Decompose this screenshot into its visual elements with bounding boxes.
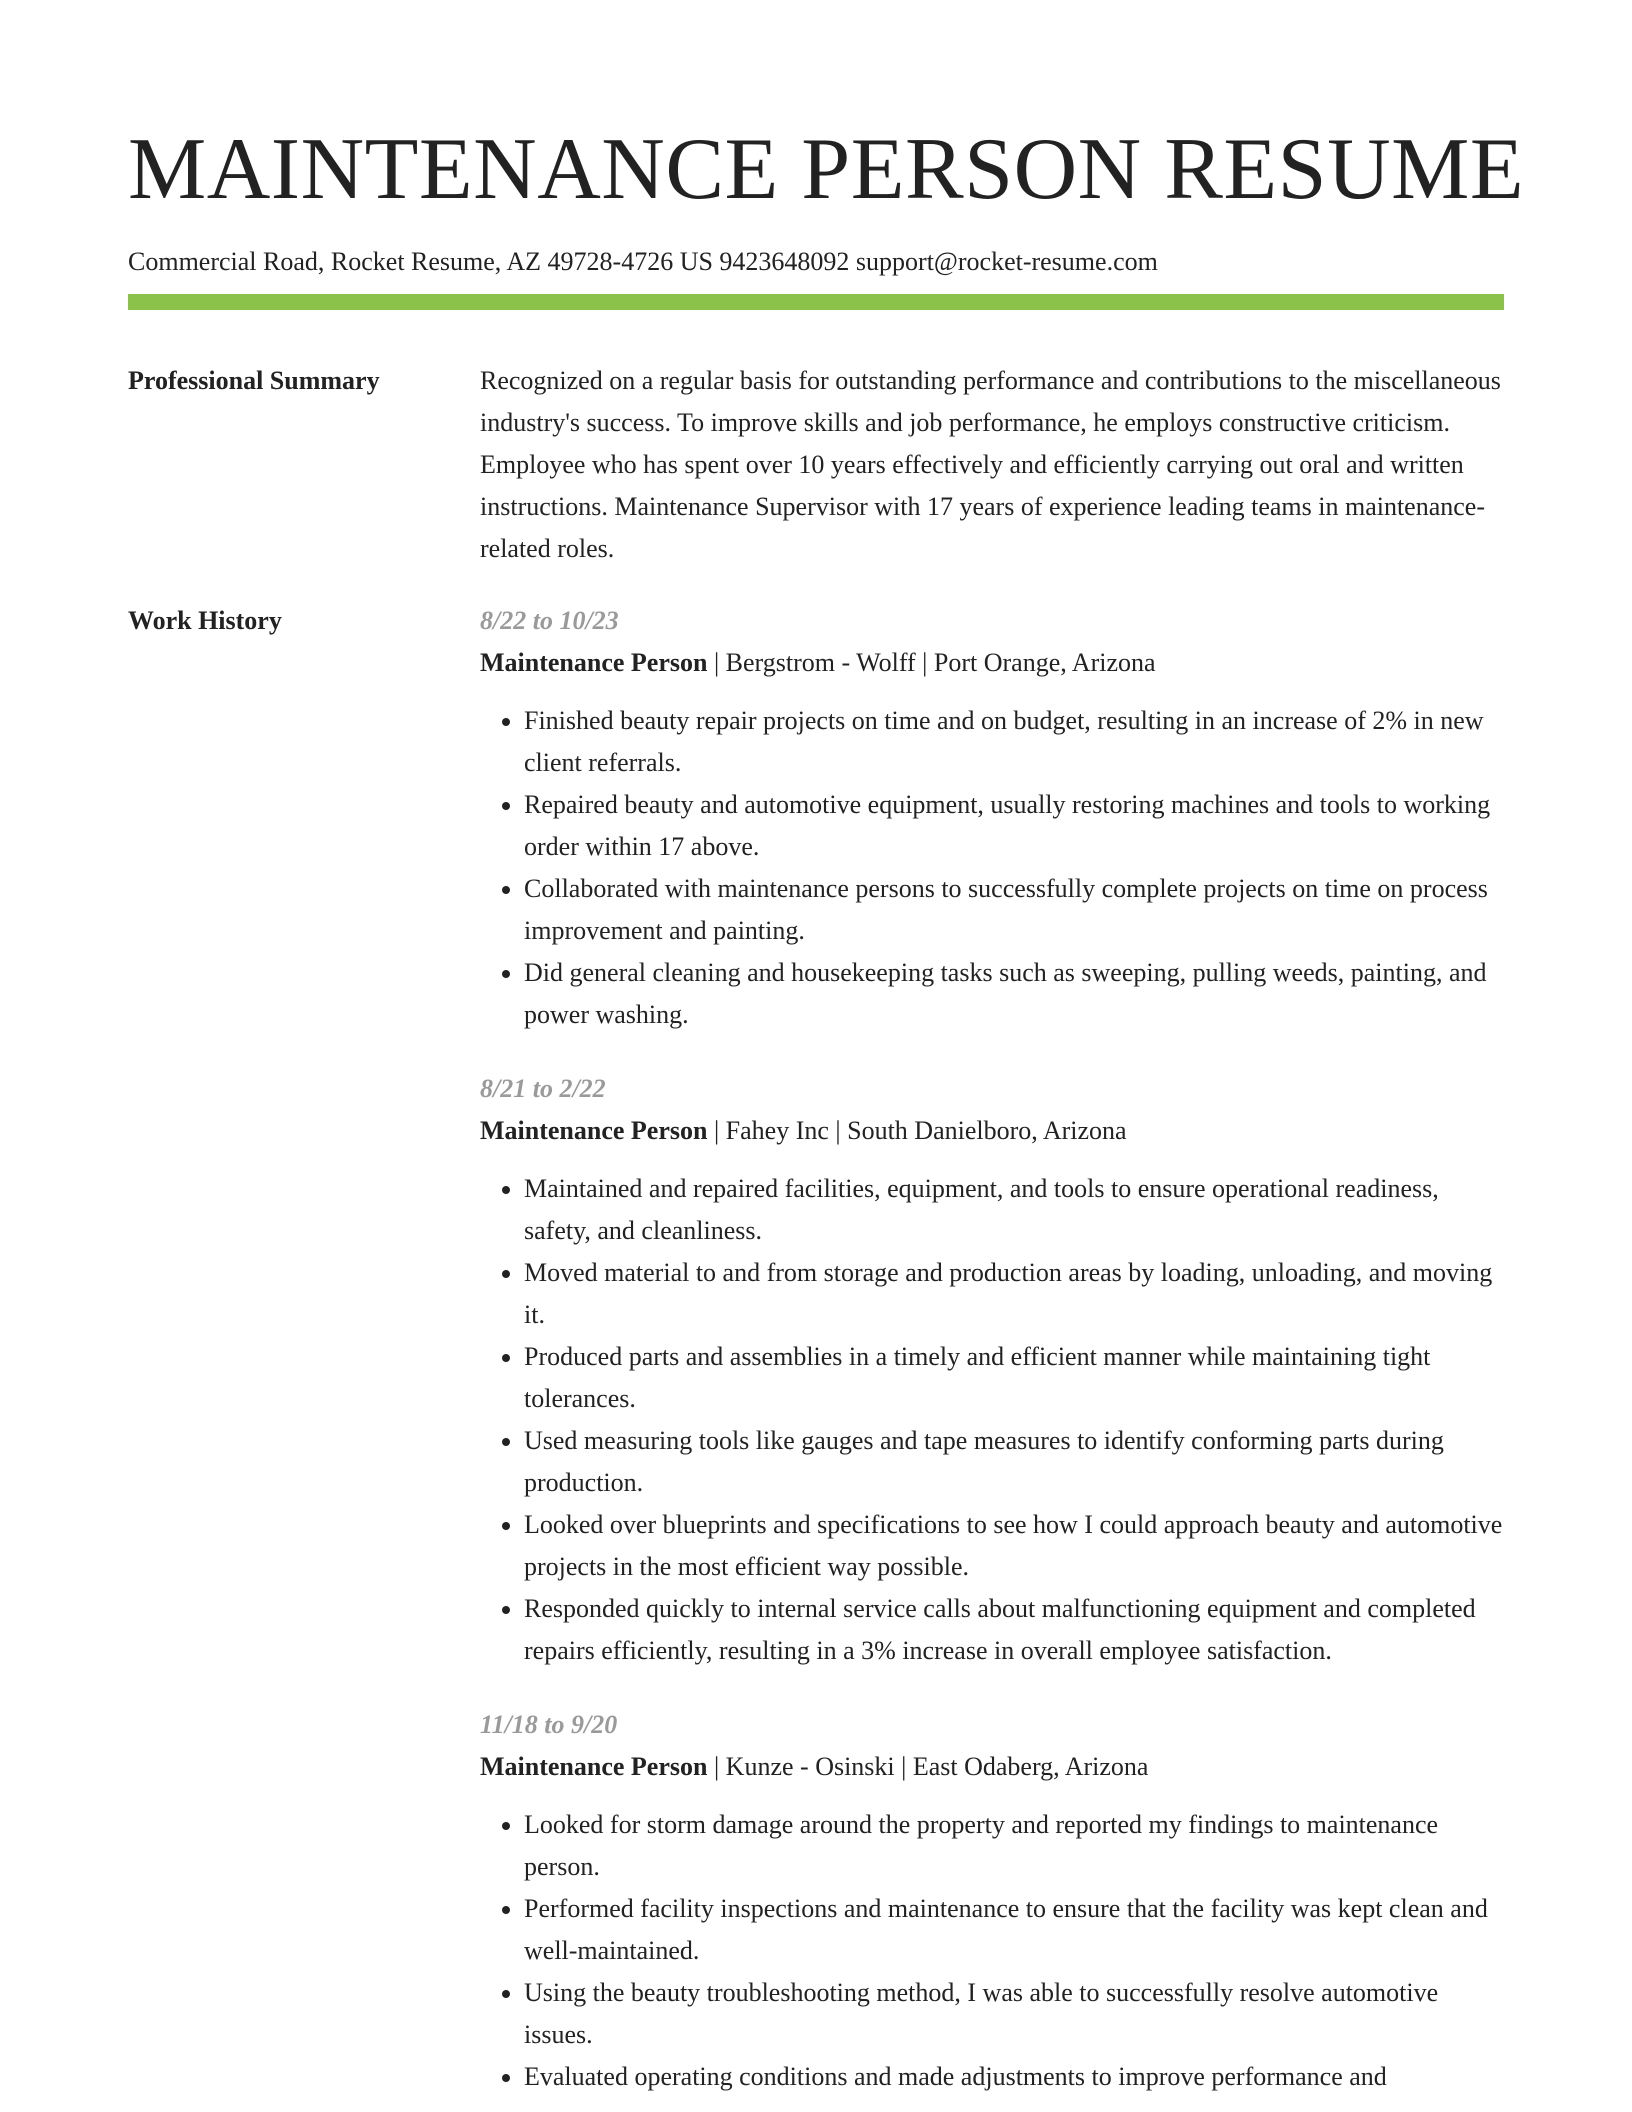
summary-text: Recognized on a regular basis for outstanding performance and contributions to the miscellaneous industry's success. To improve skills and job performance, he employs constructive criticism. Employee who has spent over 10 years effectively and efficiently carrying out oral and written instructions. Maintenance Supervisor with 17 years of experience leading teams in maintenance-related roles.	[480, 366, 1501, 563]
job-bullet: • Repaired beauty and automotive equipment, usually restoring machines and tools to working order within 17 above.	[524, 784, 1504, 868]
job-title: Maintenance Person	[480, 1116, 708, 1145]
job-bullet: • Used measuring tools like gauges and tape measures to identify conforming parts during production.	[524, 1420, 1504, 1504]
job-bullet-list	[480, 700, 1504, 1036]
job-heading	[480, 1110, 1504, 1152]
job-details: | Bergstrom - Wolff | Port Orange, Arizona	[707, 648, 1156, 677]
job-bullet: • Looked over blueprints and specifications to see how I could approach beauty and automotive projects in the most efficient way possible.	[524, 1504, 1504, 1588]
work-history-section	[128, 600, 1504, 2098]
header-accent-rule	[128, 294, 1504, 310]
professional-summary-section	[128, 360, 1504, 570]
job-bullet-list	[480, 1168, 1504, 1672]
job-bullet: • Performed facility inspections and maintenance to ensure that the facility was kept clean and well-maintained.	[524, 1888, 1504, 1972]
job-bullet: • Maintained and repaired facilities, equipment, and tools to ensure operational readiness, safety, and cleanliness.	[524, 1168, 1504, 1252]
job-bullet: • Collaborated with maintenance persons to successfully complete projects on time on process improvement and painting.	[524, 868, 1504, 952]
job-dates: 8/22 to 10/23	[480, 606, 619, 635]
job-bullet: • Finished beauty repair projects on time and on budget, resulting in an increase of 2% in new client referrals.	[524, 700, 1504, 784]
job-dates: 8/21 to 2/22	[480, 1074, 606, 1103]
job-bullet: • Responded quickly to internal service calls about malfunctioning equipment and completed repairs efficiently, resulting in a 3% increase in overall employee satisfaction.	[524, 1588, 1504, 1672]
job-bullet: • Did general cleaning and housekeeping tasks such as sweeping, pulling weeds, painting, and power washing.	[524, 952, 1504, 1036]
job-entry	[480, 1704, 1504, 2098]
job-bullet: • Evaluated operating conditions and made adjustments to improve performance and	[524, 2056, 1504, 2098]
job-bullet: • Using the beauty troubleshooting method, I was able to successfully resolve automotive issues.	[524, 1972, 1504, 2056]
job-title: Maintenance Person	[480, 648, 708, 677]
job-entry	[480, 600, 1504, 1036]
resume-title: MAINTENANCE PERSON RESUME	[128, 121, 1525, 218]
job-bullet: • Produced parts and assemblies in a timely and efficient manner while maintaining tight tolerances.	[524, 1336, 1504, 1420]
job-details: | Kunze - Osinski | East Odaberg, Arizona	[707, 1752, 1149, 1781]
job-title: Maintenance Person	[480, 1752, 708, 1781]
job-details: | Fahey Inc | South Danielboro, Arizona	[707, 1116, 1127, 1145]
job-bullet: • Looked for storm damage around the property and reported my findings to maintenance person.	[524, 1804, 1504, 1888]
job-bullet: • Moved material to and from storage and production areas by loading, unloading, and moving it.	[524, 1252, 1504, 1336]
job-bullet-list	[480, 1804, 1504, 2098]
contact-line: Commercial Road, Rocket Resume, AZ 49728-4726 US 9423648092 support@rocket-resume.com	[128, 247, 1158, 276]
summary-body	[480, 360, 1504, 570]
job-entry	[480, 1068, 1504, 1672]
job-heading	[480, 1746, 1504, 1788]
work-history-body	[480, 600, 1504, 2098]
job-dates: 11/18 to 9/20	[480, 1710, 618, 1739]
job-heading	[480, 642, 1504, 684]
section-label-summary: Professional Summary	[128, 366, 380, 395]
section-label-work-history: Work History	[128, 606, 282, 635]
